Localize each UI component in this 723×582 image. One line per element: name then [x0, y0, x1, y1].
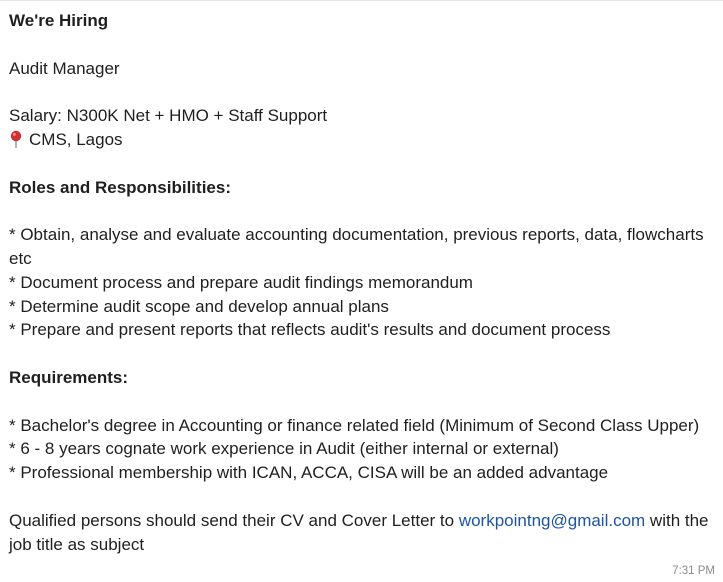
requirements-heading: Requirements: — [9, 367, 129, 387]
post-heading: We're Hiring — [9, 11, 109, 30]
roles-heading: Roles and Responsibilities: — [9, 177, 231, 197]
requirement-item: * Bachelor's degree in Accounting or finance related field (Minimum of Second Class Upper) — [9, 415, 700, 435]
salary-line: Salary: N300K Net + HMO + Staff Support — [9, 106, 328, 126]
location-pin-icon — [9, 130, 23, 148]
closing-line — [9, 509, 713, 557]
email-link[interactable]: workpointng@gmail.com — [458, 510, 646, 530]
role-item: * Document process and prepare audit findings memorandum — [9, 272, 473, 292]
role-item: * Obtain, analyse and evaluate accounting documentation, previous reports, data, flowcharts etc — [9, 225, 704, 268]
closing-prefix: Qualified persons should send their CV and Cover Letter to — [9, 510, 459, 530]
role-item: * Determine audit scope and develop annual plans — [9, 296, 389, 316]
spacer — [9, 33, 713, 57]
role-item: * Prepare and present reports that reflects audit's results and document process — [9, 320, 611, 340]
location-text: CMS, Lagos — [29, 129, 123, 149]
spacer — [9, 80, 713, 104]
requirement-item: * 6 - 8 years cognate work experience in Audit (either internal or external) — [9, 439, 559, 459]
spacer — [9, 485, 713, 509]
spacer — [9, 342, 713, 366]
spacer — [9, 390, 713, 414]
location-line — [9, 128, 713, 152]
job-title: Audit Manager — [9, 58, 120, 78]
closing-suffix: with the job title as subject — [9, 510, 709, 554]
requirement-item: * Professional membership with ICAN, ACCA, CISA will be an added advantage — [9, 463, 609, 483]
spacer — [9, 152, 713, 176]
message-timestamp: 7:31 PM — [672, 565, 715, 577]
spacer — [9, 199, 713, 223]
